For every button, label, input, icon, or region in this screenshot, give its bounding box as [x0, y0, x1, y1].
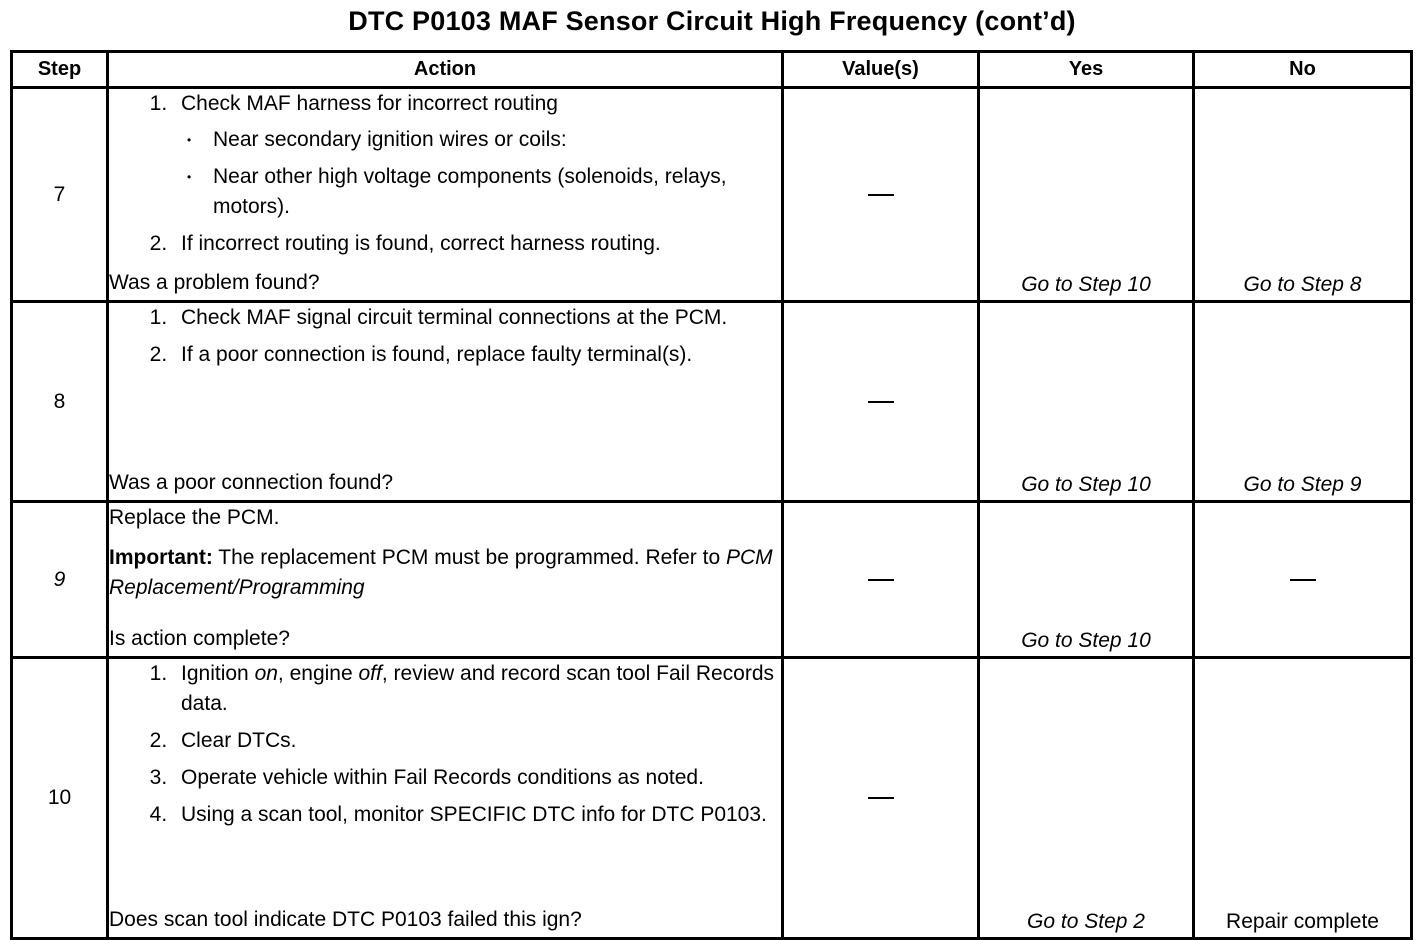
step-number: 9: [12, 502, 108, 658]
yes-cell: Go to Step 10: [979, 502, 1194, 658]
yes-cell: Go to Step 10: [979, 88, 1194, 302]
important-text: The replacement PCM must be programmed. Refer to: [212, 546, 726, 569]
step-number: 10: [12, 658, 108, 939]
header-row: [12, 52, 1412, 88]
value-cell: [783, 502, 979, 658]
value-dash: [868, 401, 894, 403]
page-title: DTC P0103 MAF Sensor Circuit High Frequency (cont’d): [348, 6, 1076, 36]
action-step: 2. Clear DTCs.: [173, 726, 781, 756]
action-step: 3. Operate vehicle within Fail Records conditions as noted.: [173, 763, 781, 793]
value-cell: [783, 302, 979, 502]
action-step: [173, 89, 781, 222]
important-note: [109, 543, 781, 603]
yes-cell: Go to Step 10: [979, 302, 1194, 502]
table-row-step-8: [12, 302, 1412, 502]
action-question: Does scan tool indicate DTC P0103 failed this ign?: [109, 908, 582, 931]
yes-cell: Go to Step 2: [979, 658, 1194, 939]
action-steps: [109, 303, 781, 370]
action-cell: [108, 88, 783, 302]
action-step: [173, 659, 781, 719]
action-step-text: , review and record scan tool Fail Records data.: [181, 662, 775, 715]
ignition-state: on: [254, 662, 278, 685]
action-bullet: • Near secondary ignition wires or coils:: [213, 125, 781, 155]
action-cell: [108, 302, 783, 502]
table-row-step-10: [12, 658, 1412, 939]
header-action: Action: [108, 52, 783, 88]
header-step: Step: [12, 52, 108, 88]
header-yes: Yes: [979, 52, 1194, 88]
action-step-text: , engine: [277, 662, 359, 685]
diagnostic-table: [10, 50, 1413, 940]
no-cell: Go to Step 8: [1194, 88, 1412, 302]
action-text: Replace the PCM.: [109, 506, 280, 529]
action-step: 1. Check MAF signal circuit terminal connections at the PCM.: [173, 303, 781, 333]
no-cell: Repair complete: [1194, 658, 1412, 939]
no-cell: Go to Step 9: [1194, 302, 1412, 502]
action-steps: [109, 89, 781, 259]
header-no: No: [1194, 52, 1412, 88]
action-question: Was a poor connection found?: [109, 471, 394, 494]
header-values: Value(s): [783, 52, 979, 88]
table-row-step-9: [12, 502, 1412, 658]
action-step-text: Ignition: [181, 662, 255, 685]
step-number: 7: [12, 88, 108, 302]
action-bullets: [181, 125, 781, 222]
value-dash: [868, 579, 894, 581]
no-dash: [1290, 579, 1316, 581]
action-bullet: • Near other high voltage components (solenoids, relays, motors).: [213, 162, 781, 222]
action-question: Was a problem found?: [109, 271, 320, 294]
value-dash: [868, 797, 894, 799]
engine-state: off: [358, 662, 382, 685]
action-step: 2. If incorrect routing is found, correct harness routing.: [173, 229, 781, 259]
action-cell: [108, 502, 783, 658]
action-step: 2. If a poor connection is found, replace faulty terminal(s).: [173, 340, 781, 370]
value-cell: [783, 658, 979, 939]
value-cell: [783, 88, 979, 302]
action-steps: [109, 659, 781, 830]
important-label: Important:: [109, 546, 213, 569]
reference-link-text: PCM Replacement/Programming: [109, 546, 773, 599]
action-cell: [108, 658, 783, 939]
action-question: Is action complete?: [109, 627, 290, 650]
action-step: 4. Using a scan tool, monitor SPECIFIC DTC info for DTC P0103.: [173, 800, 781, 830]
table-row-step-7: [12, 88, 1412, 302]
step-number: 8: [12, 302, 108, 502]
value-dash: [868, 194, 894, 196]
action-step-text: Check MAF harness for incorrect routing: [181, 92, 558, 115]
no-cell: [1194, 502, 1412, 658]
